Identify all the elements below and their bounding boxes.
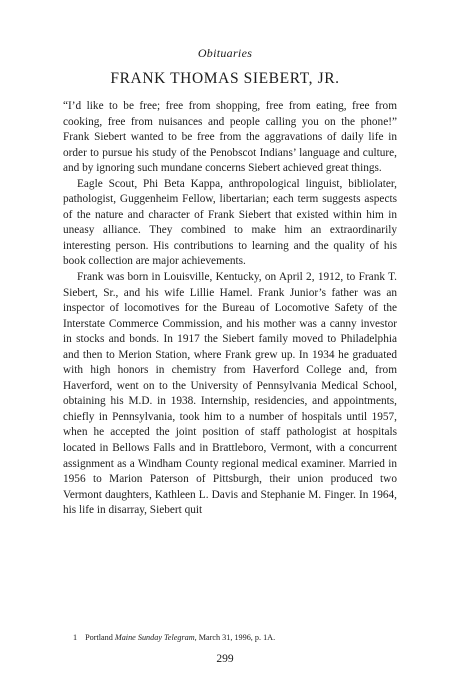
paragraph: Frank was born in Louisville, Kentucky, on April 2, 1912, to Frank T. Siebert, Sr., and his wife Lillie Hamel. Frank Junior’s father was an inspector of locomotives for the Bureau of Locomotive Safety of the Interstate Commerce Commission, and his mother was a canny investor in stocks and bonds. In 1917 the Siebert family moved to Philadelphia and then to Merion Station, where Frank grew up. In 1934 he graduated with high honors in chemistry from Haverford College and, from Haverford, went on to the University of Pennsylvania Medical School, obtaining his M.D. in 1938. Internship, residencies, and appointments, chiefly in Pennsylvania, took him to a number of hospitals until 1957, when he accepted the joint position of staff pathologist at hospitals located in Bellows Falls and in Brattleboro, Vermont, with a concurrent assignment as a Windham County regional medical examiner. Married in 1956 to Marion Paterson of Pittsburgh, their union produced two Vermont daughters, Kathleen L. Davis and Stephanie M. Finger. In 1964, his life in disarray, Siebert quit [63,271,397,517]
paragraph: “I’d like to be free; free from shopping, free from eating, free from cooking, free from nuisances and people calling you on the phone!” Frank Siebert wanted to be free from the aggravations of daily life in order to pursue his study of the Penobscot Indians’ language and culture, and by ignoring such mundane concerns Siebert achieved great things. [63,100,397,175]
footnote [63,633,397,642]
obituary-body [63,99,397,519]
footnote-source: Maine Sunday Telegram [114,633,195,642]
paragraph: Eagle Scout, Phi Beta Kappa, anthropological linguist, bibliolater, pathologist, Guggenheim Fellow, libertarian; each term suggests aspects of the nature and character of Frank Siebert that existed within him in uneasy alliance. They combined to make him an extraordinarily interesting person. His contributions to learning and the quality of his book collection are major achievements. [63,177,397,268]
page-number: 299 [216,653,234,665]
footnote-date: , March 31, 1996, p. 1A. [194,633,276,642]
footnote-number: 1 [73,633,78,642]
obituary-title: FRANK THOMAS SIEBERT, JR. [110,70,340,87]
section-heading: Obituaries [197,46,253,60]
footnote-author: Portland [85,633,113,642]
